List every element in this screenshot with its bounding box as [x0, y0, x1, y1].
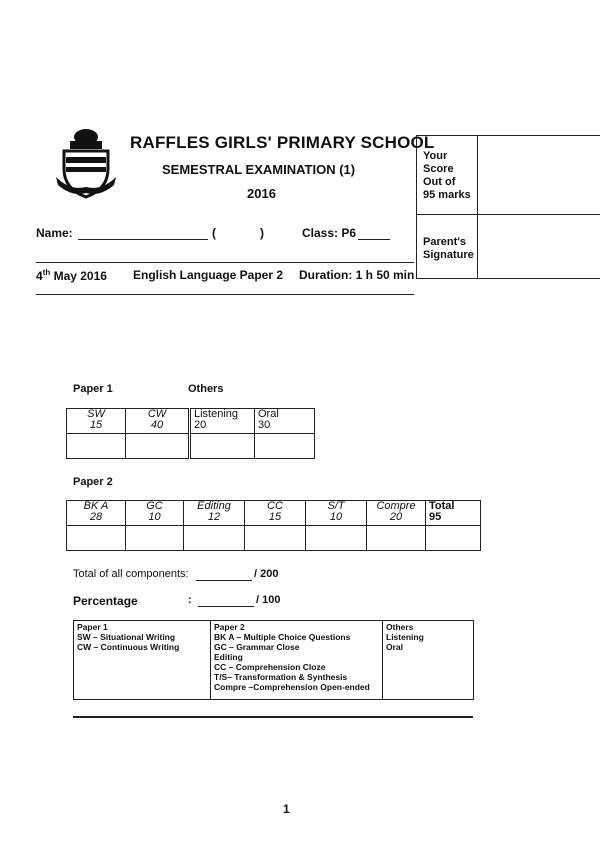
school-name: RAFFLES GIRLS' PRIMARY SCHOOL: [130, 133, 435, 152]
paper1-col-cw: CW 40: [126, 409, 190, 434]
divider: [36, 294, 414, 295]
paper2-col-st: S/T 10: [306, 501, 367, 526]
total-label: Total of all components:: [73, 568, 189, 580]
paper2-col-compre: Compre 20: [367, 501, 426, 526]
percentage-label: Percentage: [73, 594, 138, 608]
legend-paper1: Paper 1 SW – Situational Writing CW – Continuous Writing: [74, 621, 211, 700]
others-title: Others: [188, 383, 224, 395]
paper2-table: [66, 500, 481, 551]
exam-date: 4th May 2016: [36, 268, 107, 283]
bottom-rule: [73, 716, 473, 718]
index-paren-close: ): [260, 226, 264, 240]
paper-title: English Language Paper 2: [133, 268, 284, 282]
parent-signature-label: Parent's Signature: [423, 236, 474, 261]
percentage-line: [198, 606, 254, 607]
paper2-score-cell: [126, 526, 184, 551]
others-col-listening: Listening 20: [190, 409, 255, 434]
total-line: [196, 580, 252, 581]
paper1-score-cell: [126, 434, 190, 459]
paper2-score-cell: [245, 526, 306, 551]
exam-title: SEMESTRAL EXAMINATION (1): [162, 162, 356, 177]
legend-others: Others Listening Oral: [383, 621, 474, 700]
page-number: 1: [283, 802, 290, 816]
legend-paper2: Paper 2 BK A – Multiple Choice Questions GC – Grammar Close Editing CC – Comprehension Cloze T/S– Transformation & Synthesis Compre –Comprehension Open-ended: [211, 621, 383, 700]
index-paren-open: (: [212, 226, 216, 240]
paper2-score-cell: [367, 526, 426, 551]
paper2-score-cell: [184, 526, 245, 551]
total-max: / 200: [254, 568, 279, 580]
paper2-col-bka: BK A 28: [67, 501, 126, 526]
paper2-col-total: Total 95: [426, 501, 481, 526]
paper2-score-cell: [426, 526, 481, 551]
paper1-score-cell: [67, 434, 126, 459]
class-label: Class: P6: [302, 226, 357, 240]
score-label: Your Score Out of 95 marks: [423, 150, 471, 201]
abbreviation-legend: [73, 620, 474, 700]
name-line: [78, 239, 208, 240]
paper1-col-sw: SW 15: [67, 409, 126, 434]
paper2-col-cc: CC 15: [245, 501, 306, 526]
duration: Duration: 1 h 50 min: [299, 268, 415, 282]
percentage-max: / 100: [256, 594, 281, 606]
others-score-cell: [255, 434, 315, 459]
school-crest-icon: [50, 127, 122, 199]
paper2-score-cell: [306, 526, 367, 551]
divider: [36, 262, 414, 263]
class-line: [358, 239, 390, 240]
name-label: Name:: [36, 226, 73, 240]
paper2-col-editing: Editing 12: [184, 501, 245, 526]
paper2-title: Paper 2: [73, 476, 113, 488]
paper1-table: [66, 408, 315, 459]
paper1-title: Paper 1: [73, 383, 113, 395]
exam-year: 2016: [247, 186, 276, 201]
percentage-colon: :: [188, 594, 192, 606]
others-col-oral: Oral 30: [255, 409, 315, 434]
others-score-cell: [190, 434, 255, 459]
paper2-score-cell: [67, 526, 126, 551]
paper2-col-gc: GC 10: [126, 501, 184, 526]
